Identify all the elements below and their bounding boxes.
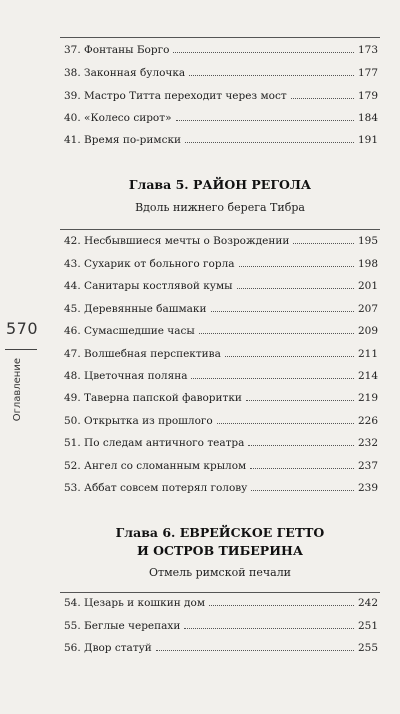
entry-page: 232	[357, 437, 378, 449]
page-number: 570	[6, 319, 39, 338]
toc-entry[interactable]	[64, 640, 378, 656]
toc-entry[interactable]	[64, 301, 378, 317]
entry-page: 177	[357, 67, 378, 79]
entry-page: 173	[357, 44, 378, 56]
chapter-heading: Глава 5. РАЙОН РЕГОЛА	[128, 177, 312, 192]
entry-page: 195	[357, 235, 378, 247]
chapter-heading: Глава 6. ЕВРЕЙСКОЕ ГЕТТО	[115, 525, 325, 540]
entry-page: 179	[357, 90, 378, 102]
entry-page: 251	[357, 620, 378, 632]
entry-page: 239	[357, 482, 378, 494]
side-divider	[5, 349, 37, 350]
leader-dots	[173, 52, 354, 53]
leader-dots	[209, 605, 354, 606]
entry-title: 56. Двор статуй	[64, 642, 152, 654]
leader-dots	[185, 142, 354, 143]
entry-title: 46. Сумасшедшие часы	[64, 325, 195, 337]
entry-title: 45. Деревянные башмаки	[64, 303, 207, 315]
leader-dots	[251, 490, 354, 491]
toc-entry[interactable]	[64, 233, 378, 249]
entry-title: 53. Аббат совсем потерял голову	[64, 482, 248, 494]
chapter-subtitle: Отмель римской печали	[148, 566, 292, 579]
entry-title: 47. Волшебная перспектива	[64, 348, 221, 360]
chapter-heading-line2: И ОСТРОВ ТИБЕРИНА	[136, 543, 304, 558]
chapter-subtitle: Вдоль нижнего берега Тибра	[135, 201, 305, 214]
entry-page: 198	[357, 258, 378, 270]
entry-title: 50. Открытка из прошлого	[64, 415, 213, 427]
entry-title: 54. Цезарь и кошкин дом	[64, 597, 206, 609]
leader-dots	[211, 311, 354, 312]
entry-page: 207	[357, 303, 378, 315]
entry-title: 37. Фонтаны Борго	[64, 44, 170, 56]
entry-title: 55. Беглые черепахи	[64, 620, 181, 632]
toc-entry[interactable]	[64, 595, 378, 611]
toc-entry[interactable]	[64, 480, 378, 496]
entry-title: 51. По следам античного театра	[64, 437, 245, 449]
leader-dots	[293, 243, 354, 244]
toc-entry[interactable]	[64, 413, 378, 429]
toc-entry[interactable]	[64, 323, 378, 339]
block-divider-top	[60, 37, 380, 38]
toc-entry[interactable]	[64, 458, 378, 474]
toc-entry[interactable]	[64, 42, 378, 58]
leader-dots	[239, 266, 354, 267]
entry-page: 242	[357, 597, 378, 609]
entry-page: 219	[357, 392, 378, 404]
toc-entry[interactable]	[64, 435, 378, 451]
leader-dots	[246, 400, 354, 401]
entry-page: 214	[357, 370, 378, 382]
entry-page: 201	[357, 280, 378, 292]
entry-page: 226	[357, 415, 378, 427]
entry-title: 38. Законная булочка	[64, 67, 186, 79]
toc-entry[interactable]	[64, 132, 378, 148]
leader-dots	[237, 288, 354, 289]
leader-dots	[248, 445, 354, 446]
entry-title: 42. Несбывшиеся мечты о Возрождении	[64, 235, 290, 247]
leader-dots	[199, 333, 354, 334]
entry-title: 52. Ангел со сломанным крылом	[64, 460, 247, 472]
toc-entry[interactable]	[64, 110, 378, 126]
block-divider-bottom	[60, 592, 380, 593]
leader-dots	[189, 75, 354, 76]
toc-entry[interactable]	[64, 88, 378, 104]
entry-page: 209	[357, 325, 378, 337]
toc-entry[interactable]	[64, 256, 378, 272]
entry-page: 191	[357, 134, 378, 146]
entry-title: 43. Сухарик от больного горла	[64, 258, 235, 270]
toc-entry[interactable]	[64, 346, 378, 362]
toc-entry[interactable]	[64, 618, 378, 634]
toc-entry[interactable]	[64, 278, 378, 294]
leader-dots	[250, 468, 354, 469]
leader-dots	[184, 628, 354, 629]
leader-dots	[191, 378, 353, 379]
entry-title: 40. «Колесо сирот»	[64, 112, 172, 124]
entry-page: 184	[357, 112, 378, 124]
toc-entry[interactable]	[64, 368, 378, 384]
leader-dots	[225, 356, 354, 357]
running-title: Оглавление	[12, 358, 23, 422]
entry-title: 48. Цветочная поляна	[64, 370, 188, 382]
entry-page: 255	[357, 642, 378, 654]
entry-title: 41. Время по-римски	[64, 134, 182, 146]
block-divider-mid	[60, 229, 380, 230]
entry-title: 49. Таверна папской фаворитки	[64, 392, 242, 404]
leader-dots	[176, 120, 354, 121]
entry-page: 211	[357, 348, 378, 360]
entry-page: 237	[357, 460, 378, 472]
entry-title: 44. Санитары костлявой кумы	[64, 280, 233, 292]
leader-dots	[217, 423, 354, 424]
leader-dots	[291, 98, 354, 99]
entry-title: 39. Мастро Титта переходит через мост	[64, 90, 287, 102]
toc-entry[interactable]	[64, 65, 378, 81]
toc-entry[interactable]	[64, 390, 378, 406]
leader-dots	[156, 650, 354, 651]
